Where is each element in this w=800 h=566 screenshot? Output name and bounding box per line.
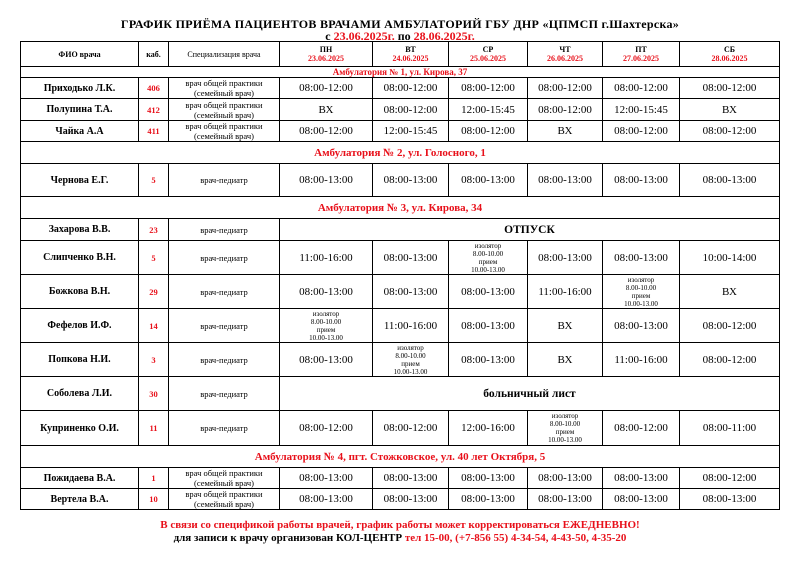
col-header-day: ЧТ 26.06.2025 [528, 42, 603, 67]
doctor-name: Фефелов И.Ф. [21, 309, 139, 343]
schedule-cell: 08:00-12:00 [603, 78, 680, 99]
schedule-line: 8.00-10.00 [310, 317, 342, 326]
schedule-cell: 08:00-13:00 [449, 343, 528, 377]
section-title: Амбулатория № 4, пгт. Стожковское, ул. 40 лет Октября, 5 [21, 446, 780, 468]
footer-note: В связи со спецификой работы врачей, график работы может корректироваться ЕЖЕДНЕВНО! [160, 519, 640, 531]
schedule-cell: 08:00-12:00 [373, 78, 449, 99]
schedule-cell: 08:00-13:00 [449, 164, 528, 197]
doctor-name: Соболева Л.И. [21, 377, 139, 411]
schedule-cell: 08:00-13:00 [680, 164, 780, 197]
doctor-name: Пожидаева В.А. [21, 468, 139, 489]
schedule-cell: 12:00-15:45 [603, 99, 680, 121]
doctor-specialization [169, 78, 280, 99]
doctor-specialization [169, 411, 280, 446]
col-header-day: ПН 23.06.2025 [280, 42, 373, 67]
schedule-cell: 08:00-13:00 [373, 241, 449, 275]
section-title: Амбулатория № 1, ул. Кирова, 37 [21, 67, 780, 78]
doctor-specialization [169, 164, 280, 197]
doctor-row [21, 121, 780, 142]
schedule-line: прием [478, 257, 498, 266]
schedule-cell: ВХ [528, 343, 603, 377]
date-to: 28.06.2025г. [413, 29, 475, 43]
doctor-row [21, 411, 780, 446]
doctor-room: 3 [139, 343, 169, 377]
doctor-row [21, 468, 780, 489]
schedule-cell: 08:00-13:00 [528, 164, 603, 197]
doctor-specialization [169, 219, 280, 241]
doctor-row [21, 377, 780, 411]
schedule-cell: 08:00-13:00 [603, 468, 680, 489]
doctor-name: Чернова Е.Г. [21, 164, 139, 197]
schedule-cell: 08:00-13:00 [449, 309, 528, 343]
schedule-cell: 08:00-13:00 [680, 489, 780, 510]
doctor-room: 29 [139, 275, 169, 309]
doctor-name: Куприненко О.И. [21, 411, 139, 446]
doctor-room: 30 [139, 377, 169, 411]
section-row [21, 142, 780, 164]
schedule-line: изолятор [397, 343, 424, 352]
doctor-room: 1 [139, 468, 169, 489]
specialization-line: врач-педиатр [200, 252, 248, 263]
schedule-cell: 08:00-13:00 [603, 241, 680, 275]
schedule-cell: 08:00-13:00 [528, 489, 603, 510]
schedule-cell: 08:00-12:00 [373, 99, 449, 121]
specialization-line: врач-педиатр [200, 175, 248, 185]
schedule-cell: 08:00-13:00 [449, 489, 528, 510]
doctor-specialization [169, 468, 280, 489]
doctor-specialization [169, 275, 280, 309]
col-header-room: каб. [139, 42, 169, 67]
section-title: Амбулатория № 2, ул. Голосного, 1 [21, 142, 780, 164]
section-row [21, 197, 780, 219]
doctor-row [21, 78, 780, 99]
schedule-cell: 08:00-13:00 [373, 489, 449, 510]
schedule-cell: 08:00-12:00 [680, 468, 780, 489]
schedule-line: 10.00-13.00 [624, 299, 658, 308]
schedule-cell [603, 275, 680, 309]
doctor-name: Чайка А.А [21, 121, 139, 142]
doctor-name: Приходько Л.К. [21, 78, 139, 99]
specialization-line: врач общей практики [185, 121, 263, 131]
doctor-room: 11 [139, 411, 169, 446]
specialization-line: врач-педиатр [200, 320, 248, 331]
schedule-cell: 08:00-13:00 [603, 309, 680, 343]
schedule-cell: 08:00-12:00 [449, 121, 528, 142]
specialization-line: врач-педиатр [200, 354, 248, 365]
schedule-cell: 08:00-13:00 [373, 275, 449, 309]
schedule-line: прием [401, 359, 420, 368]
specialization-line: врач-педиатр [200, 286, 248, 297]
specialization-line: врач-педиатр [200, 224, 248, 235]
doctor-row [21, 309, 780, 343]
schedule-cell: 08:00-11:00 [680, 411, 780, 446]
specialization-line: врач-педиатр [200, 423, 248, 433]
specialization-line: (семейный врач) [194, 88, 254, 98]
page-title: ГРАФИК ПРИЁМА ПАЦИЕНТОВ ВРАЧАМИ АМБУЛАТОРИЙ ГБУ ДНР «ЦПМСП г.Шахтерска» [120, 17, 680, 31]
schedule-line: изолятор [474, 241, 502, 250]
schedule-cell: ВХ [528, 309, 603, 343]
schedule-cell: 11:00-16:00 [528, 275, 603, 309]
schedule-cell: 08:00-12:00 [280, 411, 373, 446]
col-header-day: ПТ 27.06.2025 [603, 42, 680, 67]
schedule-line: прием [555, 428, 575, 436]
schedule-line: изолятор [551, 412, 579, 420]
schedule-cell: 12:00-16:00 [449, 411, 528, 446]
schedule-cell: 08:00-13:00 [603, 164, 680, 197]
period-to-label: по [397, 29, 411, 43]
schedule-cell [528, 411, 603, 446]
doctor-name: Полупина Т.А. [21, 99, 139, 121]
schedule-cell: ВХ [528, 121, 603, 142]
doctor-specialization [169, 121, 280, 142]
specialization-line: врач общей практики [185, 78, 263, 88]
specialization-line: (семейный врач) [194, 499, 254, 509]
doctor-room: 412 [139, 99, 169, 121]
call-center-label: для записи к врачу организован КОЛ-ЦЕНТР [173, 532, 403, 544]
schedule-cell: 08:00-13:00 [449, 468, 528, 489]
schedule-cell: 08:00-13:00 [280, 164, 373, 197]
doctor-row [21, 275, 780, 309]
schedule-cell: 08:00-12:00 [373, 411, 449, 446]
specialization-line: (семейный врач) [194, 109, 254, 120]
schedule-cell: 12:00-15:45 [373, 121, 449, 142]
doctor-room: 10 [139, 489, 169, 510]
schedule-cell: 08:00-12:00 [280, 78, 373, 99]
doctor-row [21, 343, 780, 377]
doctor-name: Божкова В.Н. [21, 275, 139, 309]
doctor-specialization [169, 343, 280, 377]
doctor-name: Захарова В.В. [21, 219, 139, 241]
schedule-cell: ВХ [280, 99, 373, 121]
doctor-name: Слипченко В.Н. [21, 241, 139, 275]
doctor-specialization [169, 309, 280, 343]
doctor-specialization [169, 489, 280, 510]
schedule-cell: 10:00-14:00 [680, 241, 780, 275]
doctor-specialization [169, 99, 280, 121]
col-header-spec: Специализация врача [169, 42, 280, 67]
schedule-line: 10.00-13.00 [548, 436, 582, 444]
period-from-label: с [325, 29, 331, 43]
schedule-cell: 11:00-16:00 [280, 241, 373, 275]
doctor-room: 14 [139, 309, 169, 343]
schedule-cell [449, 241, 528, 275]
doctor-specialization [169, 241, 280, 275]
schedule-cell: 08:00-13:00 [280, 343, 373, 377]
col-header-name: ФИО врача [21, 42, 139, 67]
doctor-name: Вертела В.А. [21, 489, 139, 510]
doctor-row [21, 164, 780, 197]
section-row [21, 446, 780, 468]
col-header-day: ВТ 24.06.2025 [373, 42, 449, 67]
schedule-cell: 08:00-12:00 [680, 78, 780, 99]
doctor-row [21, 219, 780, 241]
schedule-cell: 12:00-15:45 [449, 99, 528, 121]
schedule-line: 10.00-13.00 [471, 265, 505, 274]
schedule-table [20, 41, 780, 510]
status-merged: больничный лист [280, 377, 780, 411]
header-row [21, 42, 780, 67]
schedule-line: изолятор [312, 309, 340, 318]
schedule-line: изолятор [627, 275, 655, 284]
schedule-cell: 08:00-12:00 [449, 78, 528, 99]
schedule-cell: 11:00-16:00 [603, 343, 680, 377]
section-title: Амбулатория № 3, ул. Кирова, 34 [21, 197, 780, 219]
schedule-cell: 08:00-13:00 [280, 489, 373, 510]
schedule-line: 10.00-13.00 [309, 333, 343, 342]
date-from: 23.06.2025г. [333, 29, 395, 43]
doctor-room: 406 [139, 78, 169, 99]
schedule-cell: 08:00-12:00 [680, 343, 780, 377]
call-center-phones: тел 15-00, (+7-856 55) 4-34-54, 4-43-50, 4-35-20 [404, 532, 627, 544]
specialization-line: (семейный врач) [194, 131, 254, 141]
schedule-cell: 08:00-12:00 [680, 309, 780, 343]
schedule-cell [280, 309, 373, 343]
schedule-line: 8.00-10.00 [625, 283, 657, 292]
specialization-line: врач общей практики [185, 489, 263, 499]
doctor-specialization [169, 377, 280, 411]
schedule-line: 8.00-10.00 [395, 351, 426, 360]
schedule-line: 8.00-10.00 [549, 420, 581, 428]
schedule-cell: 08:00-12:00 [603, 121, 680, 142]
schedule-line: прием [631, 291, 651, 300]
schedule-line: прием [316, 325, 336, 334]
doctor-row [21, 489, 780, 510]
doctor-row [21, 99, 780, 121]
footer-call-center [0, 532, 800, 544]
doctor-room: 411 [139, 121, 169, 142]
schedule-cell: 08:00-13:00 [603, 489, 680, 510]
schedule-cell: 08:00-12:00 [280, 121, 373, 142]
schedule-cell: 08:00-13:00 [373, 468, 449, 489]
schedule-cell [373, 343, 449, 377]
schedule-cell: ВХ [680, 275, 780, 309]
schedule-cell: 08:00-13:00 [449, 275, 528, 309]
schedule-cell: 08:00-12:00 [680, 121, 780, 142]
schedule-cell: 08:00-13:00 [280, 468, 373, 489]
schedule-cell: 08:00-12:00 [528, 78, 603, 99]
specialization-line: врач общей практики [185, 99, 263, 110]
col-header-day: СР 25.06.2025 [449, 42, 528, 67]
schedule-cell: ВХ [680, 99, 780, 121]
doctor-room: 23 [139, 219, 169, 241]
schedule-cell: 08:00-13:00 [528, 241, 603, 275]
schedule-line: 8.00-10.00 [472, 249, 504, 258]
schedule-cell: 08:00-13:00 [528, 468, 603, 489]
section-row [21, 67, 780, 78]
schedule-cell: 08:00-13:00 [373, 164, 449, 197]
schedule-cell: 08:00-12:00 [603, 411, 680, 446]
doctor-row [21, 241, 780, 275]
doctor-room: 5 [139, 164, 169, 197]
specialization-line: врач-педиатр [200, 388, 248, 399]
status-merged: ОТПУСК [280, 219, 780, 241]
schedule-line: 10.00-13.00 [393, 367, 428, 376]
specialization-line: врач общей практики [185, 468, 263, 478]
col-header-day: СБ 28.06.2025 [680, 42, 780, 67]
doctor-name: Попкова Н.И. [21, 343, 139, 377]
schedule-cell: 08:00-13:00 [280, 275, 373, 309]
schedule-cell: 08:00-12:00 [528, 99, 603, 121]
schedule-cell: 11:00-16:00 [373, 309, 449, 343]
specialization-line: (семейный врач) [194, 478, 254, 488]
doctor-room: 5 [139, 241, 169, 275]
